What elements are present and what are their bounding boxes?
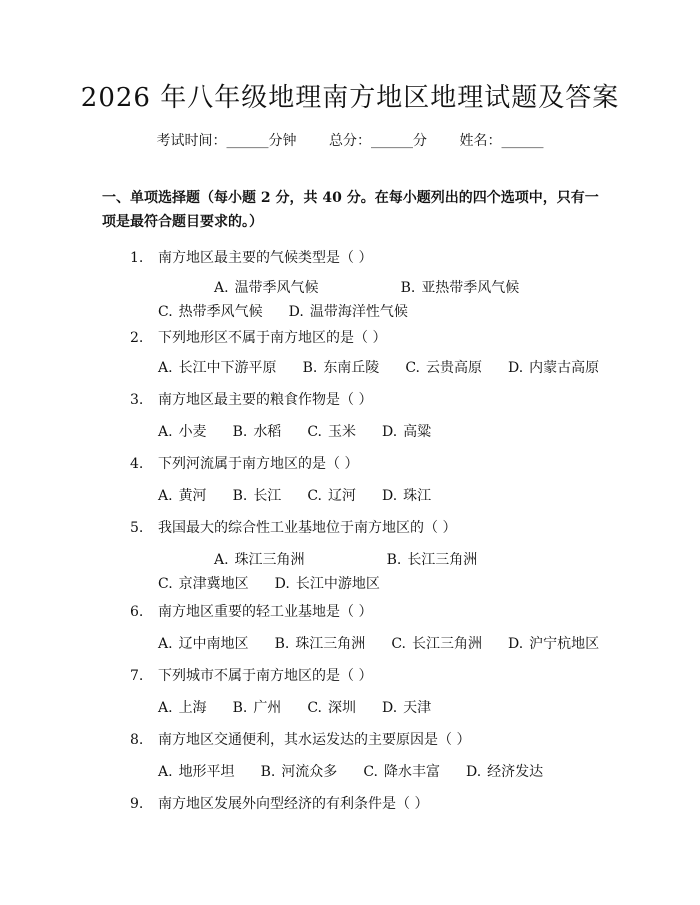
question-number: 5. xyxy=(130,520,144,536)
question-1-options xyxy=(102,276,602,324)
page-title: 2026 年八年级地理南方地区地理试题及答案 xyxy=(80,83,620,113)
option-c: C. 热带季风气候 xyxy=(158,304,263,320)
question-text: 我国最大的综合性工业基地位于南方地区的（ ） xyxy=(158,520,457,536)
option-b: B. 亚热带季风气候 xyxy=(400,280,520,296)
question-text: 下列河流属于南方地区的是（ ） xyxy=(158,456,359,472)
question-text: 南方地区交通便利，其水运发达的主要原因是（ ） xyxy=(158,732,471,748)
option-b: B. 长江 xyxy=(232,488,282,504)
question-text: 下列地形区不属于南方地区的是（ ） xyxy=(158,330,387,346)
option-a: A. 地形平坦 xyxy=(158,764,235,780)
question-text: 南方地区重要的轻工业基地是（ ） xyxy=(158,604,373,620)
question-text: 南方地区最主要的气候类型是（ ） xyxy=(158,250,373,266)
question-6-options xyxy=(102,632,602,656)
question-number: 2. xyxy=(130,330,144,346)
option-a: A. 上海 xyxy=(158,700,207,716)
option-b: B. 水稻 xyxy=(232,424,282,440)
exam-meta xyxy=(0,130,700,152)
option-d: D. 经济发达 xyxy=(465,764,544,780)
question-9 xyxy=(130,792,600,816)
question-7-options xyxy=(102,696,602,720)
option-a: A. 辽中南地区 xyxy=(158,636,249,652)
option-c: C. 降水丰富 xyxy=(363,764,440,780)
question-4-options xyxy=(102,484,602,508)
question-number: 8. xyxy=(130,732,144,748)
question-2 xyxy=(130,326,600,350)
option-d: D. 温带海洋性气候 xyxy=(288,304,408,320)
section-heading: 一、单项选择题（每小题 2 分，共 40 分。在每小题列出的四个选项中，只有一项是最符合题目要求的。） xyxy=(102,190,599,230)
question-number: 3. xyxy=(130,392,144,408)
exam-time-field: 考试时间：______分钟 xyxy=(156,133,297,149)
question-6 xyxy=(130,600,600,624)
question-number: 9. xyxy=(130,796,144,812)
option-c: C. 玉米 xyxy=(307,424,356,440)
option-d: D. 天津 xyxy=(381,700,432,716)
option-b: B. 珠江三角洲 xyxy=(274,636,366,652)
option-b: B. 河流众多 xyxy=(260,764,338,780)
question-8 xyxy=(130,728,600,752)
question-5-options xyxy=(102,548,602,596)
student-name-field: 姓名：______ xyxy=(459,133,544,149)
option-c: C. 深圳 xyxy=(307,700,356,716)
option-c: C. 京津冀地区 xyxy=(158,576,249,592)
option-a: A. 小麦 xyxy=(158,424,207,440)
option-c: C. 长江三角洲 xyxy=(391,636,482,652)
question-1 xyxy=(130,246,600,270)
question-3-options xyxy=(102,420,602,444)
option-a: A. 黄河 xyxy=(158,488,207,504)
question-4 xyxy=(130,452,600,476)
option-d: D. 珠江 xyxy=(381,488,432,504)
option-d: D. 长江中游地区 xyxy=(274,576,380,592)
question-2-options xyxy=(102,356,602,380)
option-d: D. 内蒙古高原 xyxy=(507,360,600,376)
option-a: A. 珠江三角洲 xyxy=(214,552,305,568)
question-number: 7. xyxy=(130,668,144,684)
option-d: D. 沪宁杭地区 xyxy=(507,636,600,652)
option-c: C. 云贵高原 xyxy=(405,360,482,376)
question-text: 南方地区发展外向型经济的有利条件是（ ） xyxy=(158,796,429,812)
option-a: A. 长江中下游平原 xyxy=(158,360,277,376)
option-b: B. 长江三角洲 xyxy=(386,552,478,568)
question-text: 南方地区最主要的粮食作物是（ ） xyxy=(158,392,373,408)
question-7 xyxy=(130,664,600,688)
question-8-options xyxy=(102,760,602,784)
option-b: B. 广州 xyxy=(232,700,282,716)
total-score-field: 总分：______分 xyxy=(329,133,427,149)
option-d: D. 高粱 xyxy=(381,424,432,440)
question-number: 1. xyxy=(130,250,144,266)
question-number: 6. xyxy=(130,604,144,620)
question-number: 4. xyxy=(130,456,144,472)
question-text: 下列城市不属于南方地区的是（ ） xyxy=(158,668,373,684)
option-a: A. 温带季风气候 xyxy=(214,280,319,296)
option-c: C. 辽河 xyxy=(307,488,356,504)
option-b: B. 东南丘陵 xyxy=(302,360,380,376)
question-3 xyxy=(130,388,600,412)
question-5 xyxy=(130,516,600,540)
